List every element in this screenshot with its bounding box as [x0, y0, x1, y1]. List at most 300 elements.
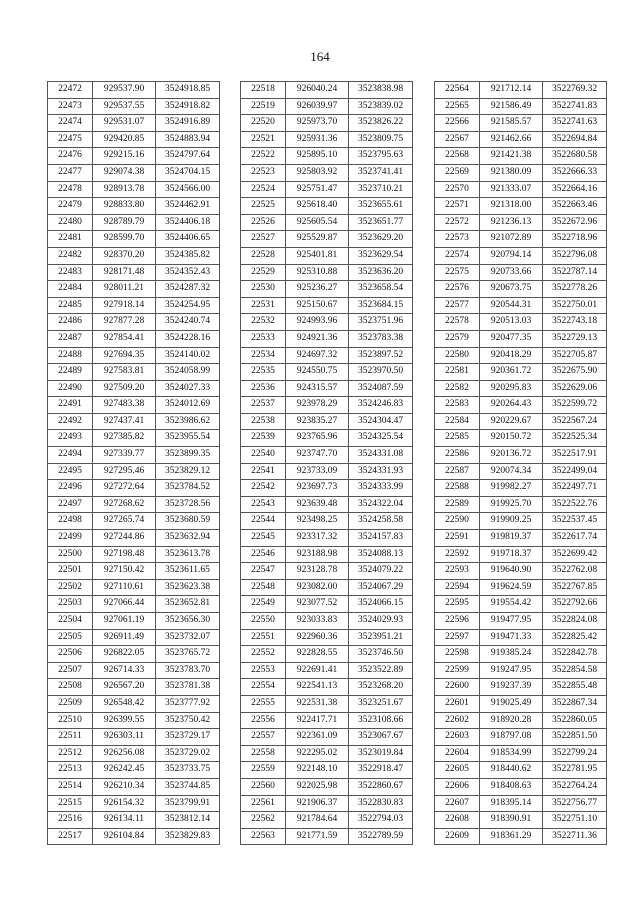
table-row: [241, 762, 413, 779]
y-coordinate-cell: 3524325.54: [349, 430, 413, 447]
x-coordinate-cell: 921586.49: [480, 98, 543, 115]
point-id-cell: 22548: [241, 579, 286, 596]
table-row: [435, 297, 607, 314]
table-row: [241, 795, 413, 812]
table-row: [241, 198, 413, 215]
table-row: [435, 364, 607, 381]
table-row: [48, 563, 220, 580]
point-id-cell: 22526: [241, 214, 286, 231]
table-row: [435, 181, 607, 198]
table-row: [241, 364, 413, 381]
x-coordinate-cell: 925605.54: [286, 214, 349, 231]
y-coordinate-cell: 3522851.50: [543, 729, 607, 746]
point-id-cell: 22487: [48, 330, 93, 347]
y-coordinate-cell: 3523750.42: [156, 712, 220, 729]
point-id-cell: 22520: [241, 115, 286, 132]
x-coordinate-cell: 929531.07: [93, 115, 156, 132]
table-row: [241, 115, 413, 132]
point-id-cell: 22492: [48, 413, 93, 430]
x-coordinate-cell: 921771.59: [286, 828, 349, 845]
y-coordinate-cell: 3523799.91: [156, 795, 220, 812]
y-coordinate-cell: 3522741.83: [543, 98, 607, 115]
table-row: [48, 463, 220, 480]
table-row: [48, 812, 220, 829]
x-coordinate-cell: 920513.03: [480, 314, 543, 331]
table-row: [48, 314, 220, 331]
y-coordinate-cell: 3522497.71: [543, 480, 607, 497]
table-row: [241, 447, 413, 464]
point-id-cell: 22574: [435, 247, 480, 264]
point-id-cell: 22514: [48, 778, 93, 795]
x-coordinate-cell: 926399.55: [93, 712, 156, 729]
x-coordinate-cell: 918440.62: [480, 762, 543, 779]
y-coordinate-cell: 3522855.48: [543, 679, 607, 696]
y-coordinate-cell: 3523656.30: [156, 613, 220, 630]
x-coordinate-cell: 927066.44: [93, 596, 156, 613]
point-id-cell: 22537: [241, 397, 286, 414]
table-row: [435, 131, 607, 148]
point-id-cell: 22583: [435, 397, 480, 414]
x-coordinate-cell: 925150.67: [286, 297, 349, 314]
x-coordinate-cell: 927854.41: [93, 330, 156, 347]
y-coordinate-cell: 3523611.65: [156, 563, 220, 580]
table-row: [241, 131, 413, 148]
y-coordinate-cell: 3523970.50: [349, 364, 413, 381]
table-row: [48, 264, 220, 281]
x-coordinate-cell: 919471.33: [480, 629, 543, 646]
table-row: [241, 330, 413, 347]
table-row: [435, 596, 607, 613]
y-coordinate-cell: 3523522.89: [349, 662, 413, 679]
point-id-cell: 22480: [48, 214, 93, 231]
table-row: [435, 679, 607, 696]
y-coordinate-cell: 3522830.83: [349, 795, 413, 812]
y-coordinate-cell: 3523783.38: [349, 330, 413, 347]
table-row: [435, 447, 607, 464]
table-row: [48, 513, 220, 530]
point-id-cell: 22593: [435, 563, 480, 580]
point-id-cell: 22566: [435, 115, 480, 132]
x-coordinate-cell: 925401.81: [286, 247, 349, 264]
y-coordinate-cell: 3523839.02: [349, 98, 413, 115]
x-coordinate-cell: 929215.16: [93, 148, 156, 165]
table-row: [241, 397, 413, 414]
y-coordinate-cell: 3523652.81: [156, 596, 220, 613]
y-coordinate-cell: 3523710.21: [349, 181, 413, 198]
point-id-cell: 22540: [241, 447, 286, 464]
point-id-cell: 22570: [435, 181, 480, 198]
y-coordinate-cell: 3522799.24: [543, 745, 607, 762]
table-row: [48, 397, 220, 414]
point-id-cell: 22481: [48, 231, 93, 248]
table-row: [435, 98, 607, 115]
y-coordinate-cell: 3523829.12: [156, 463, 220, 480]
x-coordinate-cell: 924697.32: [286, 347, 349, 364]
table-row: [241, 812, 413, 829]
table-row: [241, 98, 413, 115]
x-coordinate-cell: 923077.52: [286, 596, 349, 613]
table-row: [48, 613, 220, 630]
table-row: [48, 98, 220, 115]
x-coordinate-cell: 920794.14: [480, 247, 543, 264]
table-row: [48, 131, 220, 148]
y-coordinate-cell: 3522617.74: [543, 530, 607, 547]
point-id-cell: 22511: [48, 729, 93, 746]
point-id-cell: 22474: [48, 115, 93, 132]
point-id-cell: 22568: [435, 148, 480, 165]
x-coordinate-cell: 923765.96: [286, 430, 349, 447]
x-coordinate-cell: 927244.86: [93, 530, 156, 547]
y-coordinate-cell: 3523777.92: [156, 695, 220, 712]
point-id-cell: 22580: [435, 347, 480, 364]
y-coordinate-cell: 3524916.89: [156, 115, 220, 132]
point-id-cell: 22572: [435, 214, 480, 231]
y-coordinate-cell: 3522675.90: [543, 364, 607, 381]
table-row: [241, 646, 413, 663]
x-coordinate-cell: 922148.10: [286, 762, 349, 779]
coordinate-table-right: [434, 81, 607, 845]
table-row: [435, 712, 607, 729]
table-row: [241, 347, 413, 364]
point-id-cell: 22556: [241, 712, 286, 729]
table-row: [48, 712, 220, 729]
point-id-cell: 22553: [241, 662, 286, 679]
point-id-cell: 22484: [48, 281, 93, 298]
table-row: [241, 496, 413, 513]
y-coordinate-cell: 3523632.94: [156, 530, 220, 547]
x-coordinate-cell: 920264.43: [480, 397, 543, 414]
y-coordinate-cell: 3522762.08: [543, 563, 607, 580]
point-id-cell: 22581: [435, 364, 480, 381]
point-id-cell: 22554: [241, 679, 286, 696]
point-id-cell: 22549: [241, 596, 286, 613]
table-row: [48, 745, 220, 762]
y-coordinate-cell: 3523067.67: [349, 729, 413, 746]
point-id-cell: 22506: [48, 646, 93, 663]
x-coordinate-cell: 919982.27: [480, 480, 543, 497]
table-row: [48, 629, 220, 646]
y-coordinate-cell: 3524254.95: [156, 297, 220, 314]
point-id-cell: 22513: [48, 762, 93, 779]
y-coordinate-cell: 3522525.34: [543, 430, 607, 447]
point-id-cell: 22604: [435, 745, 480, 762]
y-coordinate-cell: 3522729.13: [543, 330, 607, 347]
point-id-cell: 22483: [48, 264, 93, 281]
table-row: [48, 828, 220, 845]
y-coordinate-cell: 3523680.59: [156, 513, 220, 530]
x-coordinate-cell: 921906.37: [286, 795, 349, 812]
y-coordinate-cell: 3523765.72: [156, 646, 220, 663]
x-coordinate-cell: 921318.00: [480, 198, 543, 215]
x-coordinate-cell: 925310.88: [286, 264, 349, 281]
point-id-cell: 22489: [48, 364, 93, 381]
table-row: [241, 712, 413, 729]
table-row: [241, 264, 413, 281]
table-row: [435, 629, 607, 646]
table-row: [241, 297, 413, 314]
point-id-cell: 22561: [241, 795, 286, 812]
y-coordinate-cell: 3522918.47: [349, 762, 413, 779]
point-id-cell: 22582: [435, 380, 480, 397]
y-coordinate-cell: 3522842.78: [543, 646, 607, 663]
y-coordinate-cell: 3523897.52: [349, 347, 413, 364]
y-coordinate-cell: 3524462.91: [156, 198, 220, 215]
point-id-cell: 22564: [435, 82, 480, 99]
x-coordinate-cell: 920733.66: [480, 264, 543, 281]
point-id-cell: 22555: [241, 695, 286, 712]
point-id-cell: 22473: [48, 98, 93, 115]
table-row: [241, 231, 413, 248]
point-id-cell: 22538: [241, 413, 286, 430]
point-id-cell: 22475: [48, 131, 93, 148]
table-row: [48, 330, 220, 347]
point-id-cell: 22533: [241, 330, 286, 347]
x-coordinate-cell: 927272.64: [93, 480, 156, 497]
point-id-cell: 22601: [435, 695, 480, 712]
y-coordinate-cell: 3522537.45: [543, 513, 607, 530]
point-id-cell: 22542: [241, 480, 286, 497]
point-id-cell: 22550: [241, 613, 286, 630]
table-row: [48, 164, 220, 181]
x-coordinate-cell: 922361.09: [286, 729, 349, 746]
y-coordinate-cell: 3524918.85: [156, 82, 220, 99]
x-coordinate-cell: 923835.27: [286, 413, 349, 430]
table-row: [435, 463, 607, 480]
point-id-cell: 22600: [435, 679, 480, 696]
table-row: [241, 513, 413, 530]
point-id-cell: 22497: [48, 496, 93, 513]
table-row: [435, 778, 607, 795]
table-row: [48, 679, 220, 696]
x-coordinate-cell: 924550.75: [286, 364, 349, 381]
table-row: [435, 330, 607, 347]
table-row: [241, 596, 413, 613]
x-coordinate-cell: 919247.95: [480, 662, 543, 679]
point-id-cell: 22531: [241, 297, 286, 314]
point-id-cell: 22539: [241, 430, 286, 447]
x-coordinate-cell: 927385.82: [93, 430, 156, 447]
table-row: [435, 496, 607, 513]
x-coordinate-cell: 926911.49: [93, 629, 156, 646]
y-coordinate-cell: 3522522.76: [543, 496, 607, 513]
y-coordinate-cell: 3523268.20: [349, 679, 413, 696]
y-coordinate-cell: 3523826.22: [349, 115, 413, 132]
x-coordinate-cell: 923082.00: [286, 579, 349, 596]
x-coordinate-cell: 922691.41: [286, 662, 349, 679]
y-coordinate-cell: 3522672.96: [543, 214, 607, 231]
table-row: [435, 148, 607, 165]
table-row: [48, 546, 220, 563]
x-coordinate-cell: 919718.37: [480, 546, 543, 563]
y-coordinate-cell: 3523955.54: [156, 430, 220, 447]
table-row: [435, 397, 607, 414]
x-coordinate-cell: 923747.70: [286, 447, 349, 464]
y-coordinate-cell: 3522664.16: [543, 181, 607, 198]
point-id-cell: 22608: [435, 812, 480, 829]
x-coordinate-cell: 919477.95: [480, 613, 543, 630]
y-coordinate-cell: 3522796.08: [543, 247, 607, 264]
point-id-cell: 22569: [435, 164, 480, 181]
point-id-cell: 22602: [435, 712, 480, 729]
x-coordinate-cell: 926242.45: [93, 762, 156, 779]
table-row: [48, 762, 220, 779]
point-id-cell: 22488: [48, 347, 93, 364]
y-coordinate-cell: 3523729.17: [156, 729, 220, 746]
table-row: [48, 496, 220, 513]
x-coordinate-cell: 925931.36: [286, 131, 349, 148]
x-coordinate-cell: 921784.64: [286, 812, 349, 829]
coordinate-table-middle: [240, 81, 413, 845]
x-coordinate-cell: 918390.91: [480, 812, 543, 829]
x-coordinate-cell: 924315.57: [286, 380, 349, 397]
table-row: [48, 364, 220, 381]
point-id-cell: 22590: [435, 513, 480, 530]
y-coordinate-cell: 3522699.42: [543, 546, 607, 563]
table-row: [48, 662, 220, 679]
y-coordinate-cell: 3522854.58: [543, 662, 607, 679]
x-coordinate-cell: 927918.14: [93, 297, 156, 314]
y-coordinate-cell: 3524287.32: [156, 281, 220, 298]
y-coordinate-cell: 3522666.33: [543, 164, 607, 181]
point-id-cell: 22575: [435, 264, 480, 281]
table-row: [435, 264, 607, 281]
x-coordinate-cell: 926256.08: [93, 745, 156, 762]
point-id-cell: 22552: [241, 646, 286, 663]
point-id-cell: 22586: [435, 447, 480, 464]
y-coordinate-cell: 3523658.54: [349, 281, 413, 298]
table-row: [435, 198, 607, 215]
table-row: [435, 247, 607, 264]
table-row: [48, 579, 220, 596]
table-row: [435, 812, 607, 829]
y-coordinate-cell: 3522787.14: [543, 264, 607, 281]
table-row: [435, 762, 607, 779]
table-row: [48, 214, 220, 231]
table-row: [435, 480, 607, 497]
y-coordinate-cell: 3523986.62: [156, 413, 220, 430]
point-id-cell: 22507: [48, 662, 93, 679]
table-row: [435, 795, 607, 812]
x-coordinate-cell: 918361.29: [480, 828, 543, 845]
x-coordinate-cell: 926134.11: [93, 812, 156, 829]
table-row: [435, 281, 607, 298]
y-coordinate-cell: 3522824.08: [543, 613, 607, 630]
point-id-cell: 22494: [48, 447, 93, 464]
x-coordinate-cell: 929537.90: [93, 82, 156, 99]
table-row: [241, 380, 413, 397]
point-id-cell: 22594: [435, 579, 480, 596]
table-row: [435, 214, 607, 231]
table-row: [241, 629, 413, 646]
table-row: [48, 181, 220, 198]
point-id-cell: 22545: [241, 530, 286, 547]
point-id-cell: 22543: [241, 496, 286, 513]
x-coordinate-cell: 929074.38: [93, 164, 156, 181]
x-coordinate-cell: 927265.74: [93, 513, 156, 530]
x-coordinate-cell: 920418.29: [480, 347, 543, 364]
point-id-cell: 22524: [241, 181, 286, 198]
x-coordinate-cell: 928833.80: [93, 198, 156, 215]
x-coordinate-cell: 919554.42: [480, 596, 543, 613]
table-row: [48, 247, 220, 264]
y-coordinate-cell: 3523812.14: [156, 812, 220, 829]
x-coordinate-cell: 919925.70: [480, 496, 543, 513]
y-coordinate-cell: 3524067.29: [349, 579, 413, 596]
table-row: [435, 347, 607, 364]
y-coordinate-cell: 3523655.61: [349, 198, 413, 215]
x-coordinate-cell: 919909.25: [480, 513, 543, 530]
point-id-cell: 22491: [48, 397, 93, 414]
point-id-cell: 22603: [435, 729, 480, 746]
y-coordinate-cell: 3524406.65: [156, 231, 220, 248]
point-id-cell: 22546: [241, 546, 286, 563]
x-coordinate-cell: 924993.96: [286, 314, 349, 331]
y-coordinate-cell: 3522794.03: [349, 812, 413, 829]
point-id-cell: 22577: [435, 297, 480, 314]
point-id-cell: 22508: [48, 679, 93, 696]
table-row: [241, 695, 413, 712]
y-coordinate-cell: 3524079.22: [349, 563, 413, 580]
x-coordinate-cell: 927437.41: [93, 413, 156, 430]
y-coordinate-cell: 3524140.02: [156, 347, 220, 364]
point-id-cell: 22534: [241, 347, 286, 364]
point-id-cell: 22592: [435, 546, 480, 563]
x-coordinate-cell: 928011.21: [93, 281, 156, 298]
point-id-cell: 22558: [241, 745, 286, 762]
x-coordinate-cell: 923639.48: [286, 496, 349, 513]
table-row: [435, 695, 607, 712]
x-coordinate-cell: 924921.36: [286, 330, 349, 347]
y-coordinate-cell: 3522711.36: [543, 828, 607, 845]
y-coordinate-cell: 3522705.87: [543, 347, 607, 364]
point-id-cell: 22499: [48, 530, 93, 547]
table-row: [241, 148, 413, 165]
y-coordinate-cell: 3523651.77: [349, 214, 413, 231]
point-id-cell: 22486: [48, 314, 93, 331]
table-row: [241, 679, 413, 696]
y-coordinate-cell: 3523623.38: [156, 579, 220, 596]
x-coordinate-cell: 920295.83: [480, 380, 543, 397]
point-id-cell: 22472: [48, 82, 93, 99]
table-row: [435, 530, 607, 547]
point-id-cell: 22563: [241, 828, 286, 845]
x-coordinate-cell: 922295.02: [286, 745, 349, 762]
y-coordinate-cell: 3522694.84: [543, 131, 607, 148]
x-coordinate-cell: 923697.73: [286, 480, 349, 497]
point-id-cell: 22490: [48, 380, 93, 397]
table-row: [241, 745, 413, 762]
y-coordinate-cell: 3522789.59: [349, 828, 413, 845]
y-coordinate-cell: 3524352.43: [156, 264, 220, 281]
y-coordinate-cell: 3524087.59: [349, 380, 413, 397]
y-coordinate-cell: 3524228.16: [156, 330, 220, 347]
x-coordinate-cell: 919025.49: [480, 695, 543, 712]
point-id-cell: 22522: [241, 148, 286, 165]
point-id-cell: 22502: [48, 579, 93, 596]
point-id-cell: 22557: [241, 729, 286, 746]
x-coordinate-cell: 923128.78: [286, 563, 349, 580]
point-id-cell: 22527: [241, 231, 286, 248]
x-coordinate-cell: 921072.89: [480, 231, 543, 248]
x-coordinate-cell: 919237.39: [480, 679, 543, 696]
table-row: [435, 579, 607, 596]
point-id-cell: 22576: [435, 281, 480, 298]
table-row: [435, 828, 607, 845]
table-row: [48, 795, 220, 812]
x-coordinate-cell: 927110.61: [93, 579, 156, 596]
table-row: [435, 82, 607, 99]
x-coordinate-cell: 920544.31: [480, 297, 543, 314]
